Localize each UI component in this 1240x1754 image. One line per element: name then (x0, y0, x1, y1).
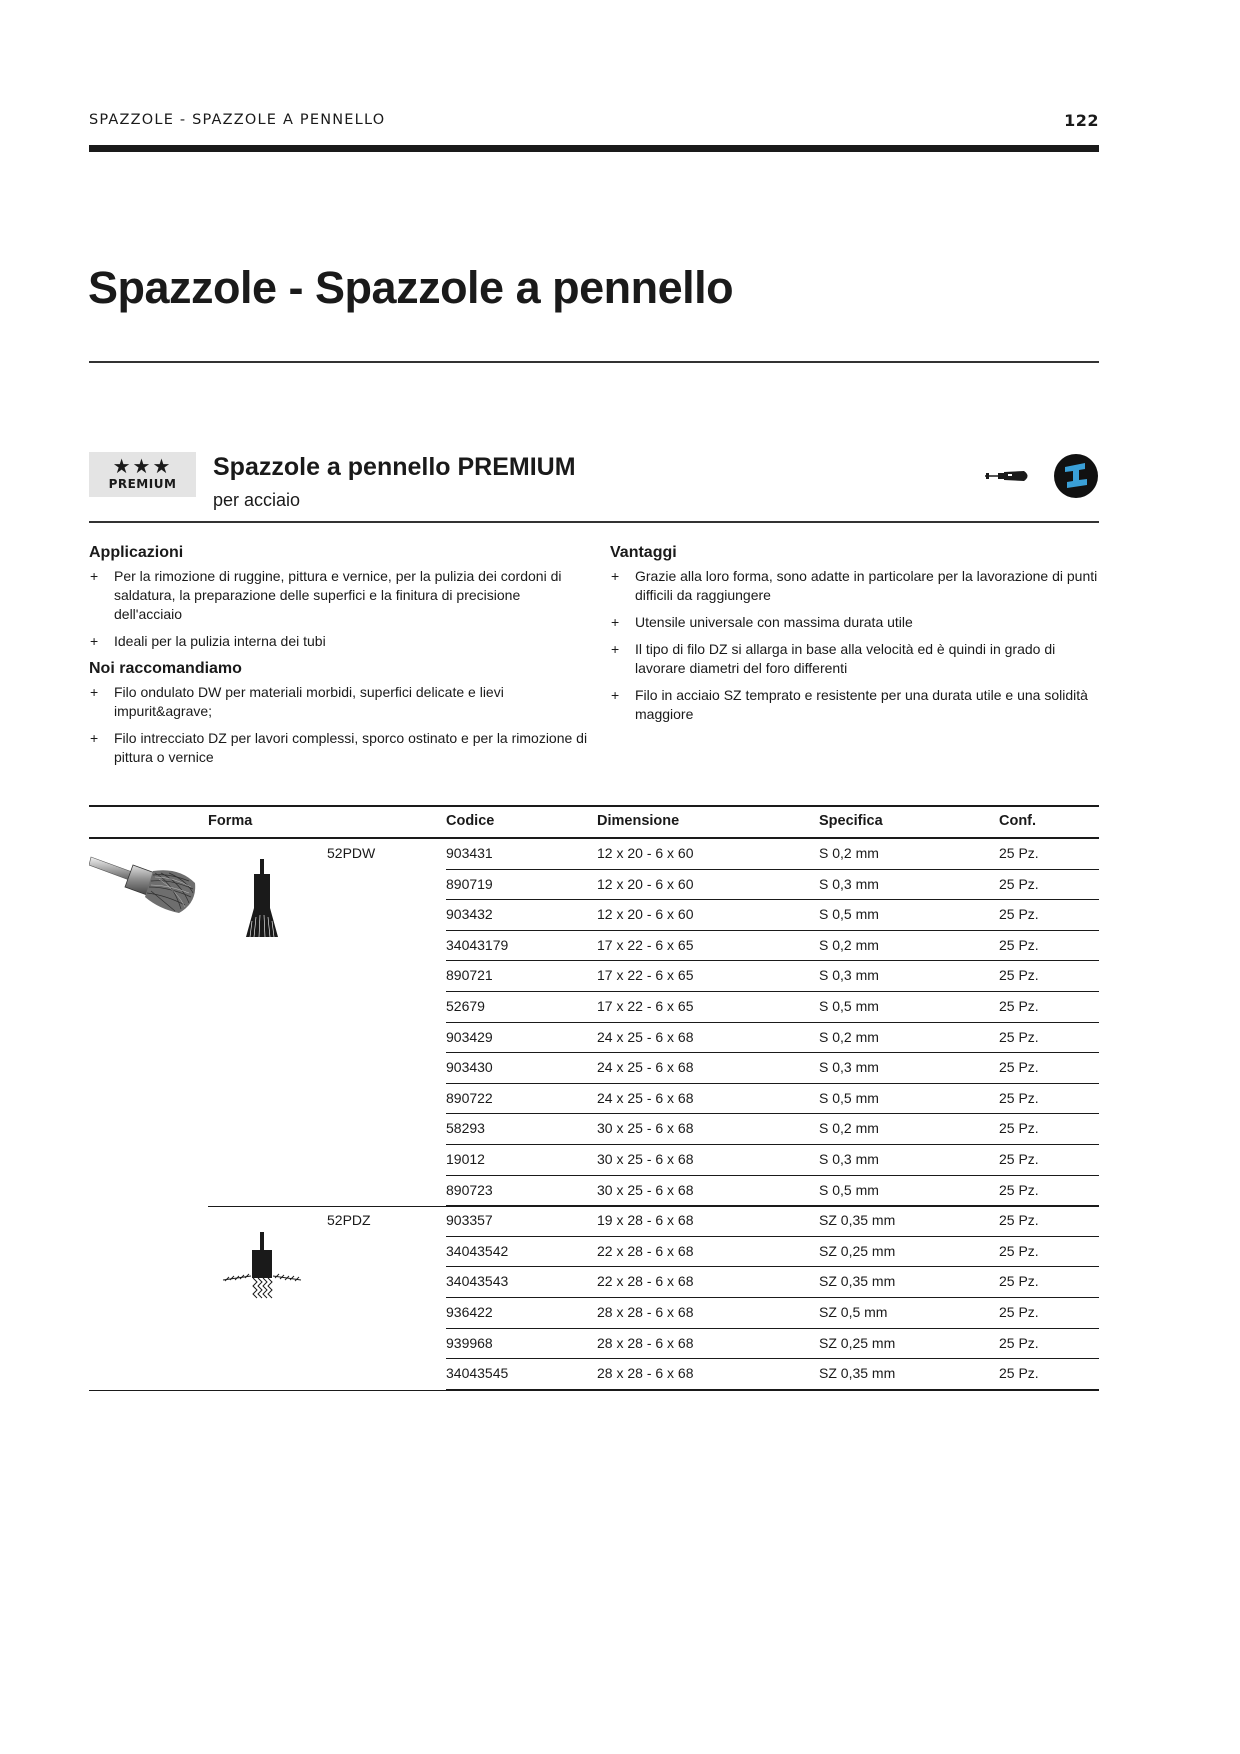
cell-dimensione: 28 x 28 - 6 x 68 (597, 1334, 694, 1351)
plus-icon: + (90, 684, 99, 700)
cell-codice: 58293 (446, 1120, 485, 1137)
page-header (89, 112, 1099, 132)
cell-codice: 52679 (446, 997, 485, 1014)
table-group-0 (89, 839, 1099, 1206)
table-body (89, 839, 1099, 1390)
plus-icon: + (611, 687, 620, 703)
table-row (446, 1084, 1099, 1115)
cell-conf: 25 Pz. (999, 1303, 1039, 1320)
header-rule (89, 145, 1099, 152)
cell-dimensione: 24 x 25 - 6 x 68 (597, 1089, 694, 1106)
header-specifica: Specifica (819, 813, 883, 829)
product-divider (89, 521, 1099, 523)
cell-specifica: SZ 0,35 mm (819, 1365, 896, 1382)
plus-icon: + (90, 568, 99, 584)
title-divider (89, 361, 1099, 363)
table-row (446, 1176, 1099, 1207)
cell-codice: 890719 (446, 875, 493, 892)
cell-dimensione: 24 x 25 - 6 x 68 (597, 1028, 694, 1045)
cell-specifica: SZ 0,25 mm (819, 1334, 896, 1351)
header-dimensione: Dimensione (597, 813, 680, 829)
right-column (610, 543, 1100, 732)
cell-specifica: S 0,5 mm (819, 906, 879, 923)
table-group-1 (89, 1206, 1099, 1390)
cell-codice: 903429 (446, 1028, 493, 1045)
table-row (446, 931, 1099, 962)
plus-icon: + (611, 614, 620, 630)
cell-conf: 25 Pz. (999, 1150, 1039, 1167)
cell-conf: 25 Pz. (999, 845, 1039, 861)
cell-codice: 34043543 (446, 1273, 509, 1290)
cell-conf: 25 Pz. (999, 997, 1039, 1014)
wavy-wire-brush-drawing (244, 859, 280, 937)
cell-specifica: SZ 0,25 mm (819, 1242, 896, 1259)
table-row (446, 1206, 1099, 1237)
page-title: Spazzole - Spazzole a pennello (88, 262, 734, 313)
table-bottom-rule (89, 1390, 1099, 1392)
raccomandiamo-list (89, 683, 589, 767)
table-row (446, 870, 1099, 901)
plus-icon: + (611, 568, 620, 584)
forma-type: 52PDZ (327, 1212, 371, 1229)
cell-conf: 25 Pz. (999, 967, 1039, 984)
cell-codice: 903430 (446, 1059, 493, 1076)
cell-specifica: S 0,5 mm (819, 997, 879, 1014)
product-title: Spazzole a pennello PREMIUM (213, 453, 576, 481)
table-header (89, 805, 1099, 839)
cell-dimensione: 19 x 28 - 6 x 68 (597, 1212, 694, 1229)
cell-conf: 25 Pz. (999, 1365, 1039, 1382)
cell-specifica: S 0,2 mm (819, 1028, 879, 1045)
cell-codice: 19012 (446, 1150, 485, 1167)
table-row (446, 992, 1099, 1023)
applicazioni-heading: Applicazioni (89, 544, 184, 561)
list-item: + Per la rimozione di ruggine, pittura e vernice, per la pulizia dei cordoni di saldatura, la preparazione delle superfici e la finitura di precisione dell'acciaio (90, 568, 562, 622)
cell-dimensione: 30 x 25 - 6 x 68 (597, 1150, 694, 1167)
cell-conf: 25 Pz. (999, 1059, 1039, 1076)
brush-photo (89, 843, 199, 915)
cell-conf: 25 Pz. (999, 1212, 1039, 1229)
cell-codice: 34043179 (446, 936, 509, 953)
steel-material-icon (1053, 453, 1099, 499)
cell-codice: 939968 (446, 1334, 493, 1351)
cell-conf: 25 Pz. (999, 1334, 1039, 1351)
cell-codice: 34043542 (446, 1242, 509, 1259)
stars-icon: ★★★ (112, 454, 173, 478)
cell-specifica: S 0,2 mm (819, 845, 879, 861)
list-item: + Filo in acciaio SZ temprato e resistente per una durata utile e una solidità maggiore (611, 687, 1088, 722)
header-conf: Conf. (999, 813, 1037, 829)
twisted-wire-brush-drawing (221, 1232, 303, 1300)
list-item: + Filo intrecciato DZ per lavori complessi, sporco ostinato e per la rimozione di pittura o vernice (90, 730, 588, 765)
vantaggi-list (610, 567, 1100, 724)
cell-dimensione: 12 x 20 - 6 x 60 (597, 906, 694, 923)
table-row (446, 1237, 1099, 1268)
cell-conf: 25 Pz. (999, 1273, 1039, 1290)
cell-dimensione: 12 x 20 - 6 x 60 (597, 845, 694, 861)
cell-conf: 25 Pz. (999, 1089, 1039, 1106)
cell-specifica: S 0,5 mm (819, 1089, 879, 1106)
cell-codice: 890722 (446, 1089, 493, 1106)
list-item: + Filo ondulato DW per materiali morbidi, superfici delicate e lievi impurit&agrave; (90, 684, 504, 719)
die-grinder-icon (984, 468, 1032, 484)
cell-specifica: SZ 0,35 mm (819, 1273, 896, 1290)
list-item: + Il tipo di filo DZ si allarga in base alla velocità ed è quindi in grado di lavorare diametri del foro differenti (611, 641, 1056, 676)
table-row (446, 1359, 1099, 1390)
cell-dimensione: 17 x 22 - 6 x 65 (597, 997, 694, 1014)
section-title: SPAZZOLE - SPAZZOLE A PENNELLO (89, 112, 386, 128)
cell-codice: 903432 (446, 906, 493, 923)
cell-dimensione: 17 x 22 - 6 x 65 (597, 936, 694, 953)
table-row (446, 1053, 1099, 1084)
badge-label: PREMIUM (108, 477, 177, 491)
cell-conf: 25 Pz. (999, 906, 1039, 923)
table-row (446, 900, 1099, 931)
forma-type: 52PDW (327, 845, 376, 861)
table-row (446, 1145, 1099, 1176)
cell-conf: 25 Pz. (999, 1028, 1039, 1045)
raccomandiamo-heading: Noi raccomandiamo (89, 660, 242, 677)
header-codice: Codice (446, 813, 495, 829)
list-item: + Ideali per la pulizia interna dei tubi (90, 633, 326, 649)
cell-dimensione: 12 x 20 - 6 x 60 (597, 875, 694, 892)
cell-codice: 903431 (446, 845, 493, 861)
cell-conf: 25 Pz. (999, 936, 1039, 953)
cell-codice: 34043545 (446, 1365, 509, 1382)
plus-icon: + (611, 641, 620, 657)
cell-conf: 25 Pz. (999, 1181, 1039, 1198)
cell-specifica: S 0,2 mm (819, 1120, 879, 1137)
page-number: 122 (1064, 111, 1099, 130)
table-row (446, 1114, 1099, 1145)
header-forma: Forma (208, 813, 253, 829)
cell-codice: 936422 (446, 1303, 493, 1320)
cell-dimensione: 30 x 25 - 6 x 68 (597, 1181, 694, 1198)
cell-specifica: SZ 0,5 mm (819, 1303, 888, 1320)
list-item: + Grazie alla loro forma, sono adatte in particolare per la lavorazione di punti difficili da raggiungere (611, 568, 1098, 603)
list-item: + Utensile universale con massima durata utile (611, 614, 913, 630)
cell-specifica: SZ 0,35 mm (819, 1212, 896, 1229)
table-row (446, 1298, 1099, 1329)
cell-specifica: S 0,3 mm (819, 1150, 879, 1167)
table-row (446, 839, 1099, 870)
cell-dimensione: 22 x 28 - 6 x 68 (597, 1242, 694, 1259)
table-row (446, 961, 1099, 992)
plus-icon: + (90, 730, 99, 746)
cell-dimensione: 24 x 25 - 6 x 68 (597, 1059, 694, 1076)
cell-specifica: S 0,3 mm (819, 1059, 879, 1076)
applicazioni-list (89, 567, 589, 651)
plus-icon: + (90, 633, 99, 649)
vantaggi-heading: Vantaggi (610, 544, 677, 561)
cell-specifica: S 0,3 mm (819, 875, 879, 892)
cell-dimensione: 28 x 28 - 6 x 68 (597, 1365, 694, 1382)
table-row (446, 1023, 1099, 1054)
cell-codice: 903357 (446, 1212, 493, 1229)
cell-codice: 890721 (446, 967, 493, 984)
left-column (89, 543, 589, 775)
cell-conf: 25 Pz. (999, 875, 1039, 892)
cell-conf: 25 Pz. (999, 1242, 1039, 1259)
cell-codice: 890723 (446, 1181, 493, 1198)
table-row (446, 1267, 1099, 1298)
premium-badge (89, 452, 196, 497)
cell-dimensione: 30 x 25 - 6 x 68 (597, 1120, 694, 1137)
product-subtitle: per acciaio (213, 490, 301, 510)
cell-dimensione: 17 x 22 - 6 x 65 (597, 967, 694, 984)
cell-conf: 25 Pz. (999, 1120, 1039, 1137)
cell-specifica: S 0,3 mm (819, 967, 879, 984)
cell-specifica: S 0,5 mm (819, 1181, 879, 1198)
product-table (89, 805, 1099, 1391)
cell-dimensione: 28 x 28 - 6 x 68 (597, 1303, 694, 1320)
cell-dimensione: 22 x 28 - 6 x 68 (597, 1273, 694, 1290)
cell-specifica: S 0,2 mm (819, 936, 879, 953)
table-row (446, 1329, 1099, 1360)
